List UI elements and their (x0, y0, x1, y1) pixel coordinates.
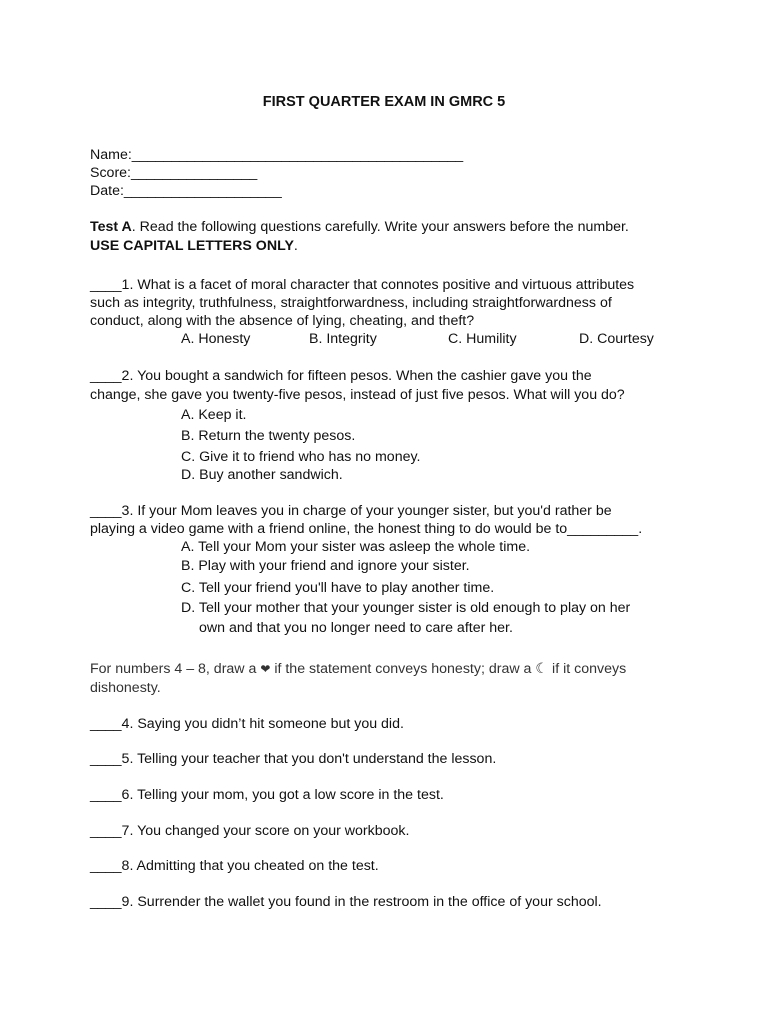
item-8: ____8. Admitting that you cheated on the test. (90, 858, 379, 874)
question-1-option-d: D. Courtesy (579, 331, 654, 347)
section-b-text-1: For numbers 4 – 8, draw a (90, 661, 261, 677)
item-5: ____5. Telling your teacher that you don't understand the lesson. (90, 751, 497, 767)
question-1-line-2: such as integrity, truthfulness, straightforwardness, including straightforwardness of (90, 295, 612, 311)
exam-title: FIRST QUARTER EXAM IN GMRC 5 (262, 94, 506, 110)
question-3-option-c: C. Tell your friend you'll have to play another time. (181, 580, 495, 596)
question-2-option-a: A. Keep it. (181, 407, 247, 423)
test-a-instruction (90, 219, 629, 236)
moon-icon: ☾ (535, 661, 549, 677)
question-1-line-3: conduct, along with the absence of lying, cheating, and theft? (90, 313, 475, 329)
test-a-instruction-text: . Read the following questions carefully. Write your answers before the number. (131, 219, 629, 235)
name-field: Name:__________________________________________ (90, 147, 464, 163)
test-a-instruction-line2 (90, 238, 298, 255)
item-6: ____6. Telling your mom, you got a low score in the test. (90, 787, 444, 803)
section-b-text-2: if the statement conveys honesty; draw a (270, 661, 536, 677)
question-3-option-b: B. Play with your friend and ignore your sister. (181, 558, 470, 574)
test-a-label: Test A (90, 219, 132, 235)
question-3-option-a: A. Tell your Mom your sister was asleep the whole time. (181, 539, 531, 555)
section-b-instruction-line-2: dishonesty. (90, 680, 161, 696)
question-1-line-1: ____1. What is a facet of moral character that connotes positive and virtuous attributes (90, 277, 635, 293)
question-3-line-2: playing a video game with a friend online, the honest thing to do would be to_________. (90, 521, 643, 537)
capital-letters-period: . (293, 238, 298, 254)
capital-letters-note: USE CAPITAL LETTERS ONLY (90, 238, 294, 254)
question-2-option-c: C. Give it to friend who has no money. (181, 449, 421, 465)
date-field: Date:____________________ (90, 183, 282, 199)
section-b-text-3: if it conveys (548, 661, 627, 677)
heart-icon: ❤ (260, 662, 271, 676)
question-3-option-d-line-2: own and that you no longer need to care after her. (199, 620, 513, 636)
question-2-option-b: B. Return the twenty pesos. (181, 428, 356, 444)
question-2-line-1: ____2. You bought a sandwich for fifteen pesos. When the cashier gave you the (90, 368, 592, 384)
question-3-line-1: ____3. If your Mom leaves you in charge of your younger sister, but you'd rather be (90, 503, 612, 519)
item-7: ____7. You changed your score on your workbook. (90, 823, 410, 839)
item-9: ____9. Surrender the wallet you found in the restroom in the office of your school. (90, 894, 602, 910)
question-1-option-b: B. Integrity (309, 331, 377, 347)
question-2-line-2: change, she gave you twenty-five pesos, instead of just five pesos. What will you do? (90, 387, 625, 403)
score-field: Score:________________ (90, 165, 258, 181)
item-4: ____4. Saying you didn’t hit someone but you did. (90, 716, 404, 732)
question-1-option-a: A. Honesty (181, 331, 251, 347)
section-b-instruction (90, 661, 626, 678)
question-1-option-c: C. Humility (448, 331, 517, 347)
question-3-option-d-line-1: D. Tell your mother that your younger sister is old enough to play on her (181, 600, 631, 616)
question-2-option-d: D. Buy another sandwich. (181, 467, 343, 483)
